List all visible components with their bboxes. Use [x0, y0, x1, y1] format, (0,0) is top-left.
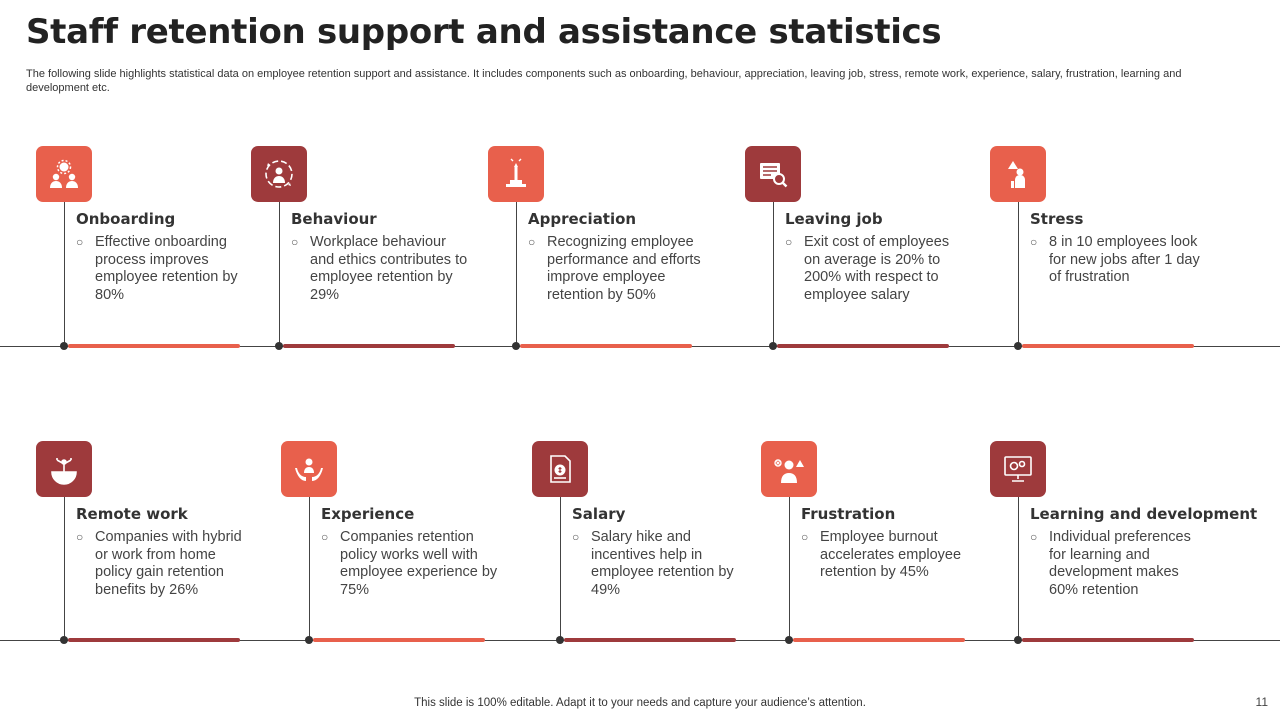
accent-bar: [520, 344, 692, 348]
bullet-icon: ○: [572, 530, 580, 544]
card-title: Behaviour: [291, 210, 377, 228]
bullet-icon: ○: [785, 235, 793, 249]
card-title: Remote work: [76, 505, 188, 523]
bullet-icon: ○: [1030, 530, 1038, 544]
card-title: Salary: [572, 505, 626, 523]
slide-title: Staff retention support and assistance statistics: [26, 12, 942, 52]
accent-bar: [1022, 638, 1194, 642]
accent-bar: [68, 638, 240, 642]
accent-bar: [68, 344, 240, 348]
salary-report-icon: [532, 441, 588, 497]
page-number: 11: [1255, 695, 1268, 709]
card-text: Exit cost of employees on average is 20% to 200% with respect to employee salary: [804, 234, 950, 303]
card-text: Salary hike and incentives help in employee retention by 49%: [591, 529, 734, 598]
card-text: 8 in 10 employees look for new jobs after 1 day of frustration: [1049, 234, 1200, 285]
podium-award-icon: [488, 146, 544, 202]
accent-bar: [313, 638, 485, 642]
card-text: Effective onboarding process improves employee retention by 80%: [95, 234, 238, 303]
accent-bar: [564, 638, 736, 642]
behaviour-cycle-icon: [251, 146, 307, 202]
stressed-person-icon: [990, 146, 1046, 202]
bullet-icon: ○: [1030, 235, 1038, 249]
bullet-icon: ○: [76, 235, 84, 249]
bullet-icon: ○: [528, 235, 536, 249]
card-text: Companies retention policy works well with employee experience by 75%: [340, 529, 498, 598]
hands-care-icon: [281, 441, 337, 497]
card-title: Learning and development: [1030, 505, 1258, 523]
frustrated-person-icon: [761, 441, 817, 497]
card-text: Recognizing employee performance and efforts improve employee retention by 50%: [547, 234, 701, 303]
accent-bar: [283, 344, 455, 348]
card-title: Onboarding: [76, 210, 176, 228]
accent-bar: [1022, 344, 1194, 348]
training-monitor-icon: [990, 441, 1046, 497]
accent-bar: [777, 344, 949, 348]
onboarding-team-icon: [36, 146, 92, 202]
card-title: Frustration: [801, 505, 896, 523]
bullet-icon: ○: [321, 530, 329, 544]
slide-subtitle: The following slide highlights statistical data on employee retention support and assistance. It includes components such as onboarding, behaviour, appreciation, leaving job, stress, remote work, experience, salary, frustration, learning and development etc.: [26, 68, 1182, 94]
bullet-icon: ○: [76, 530, 84, 544]
bullet-icon: ○: [801, 530, 809, 544]
card-text: Employee burnout accelerates employee retention by 45%: [820, 529, 962, 580]
card-title: Appreciation: [528, 210, 637, 228]
card-text: Individual preferences for learning and development makes 60% retention: [1049, 529, 1191, 598]
card-title: Stress: [1030, 210, 1084, 228]
document-search-icon: [745, 146, 801, 202]
accent-bar: [793, 638, 965, 642]
card-text: Workplace behaviour and ethics contributes to employee retention by 29%: [310, 234, 468, 303]
card-text: Companies with hybrid or work from home policy gain retention benefits by 26%: [95, 529, 242, 598]
footer-note: This slide is 100% editable. Adapt it to your needs and capture your audience’s attention.: [414, 697, 866, 709]
card-title: Experience: [321, 505, 415, 523]
globe-network-icon: [36, 441, 92, 497]
card-title: Leaving job: [785, 210, 883, 228]
bullet-icon: ○: [291, 235, 299, 249]
